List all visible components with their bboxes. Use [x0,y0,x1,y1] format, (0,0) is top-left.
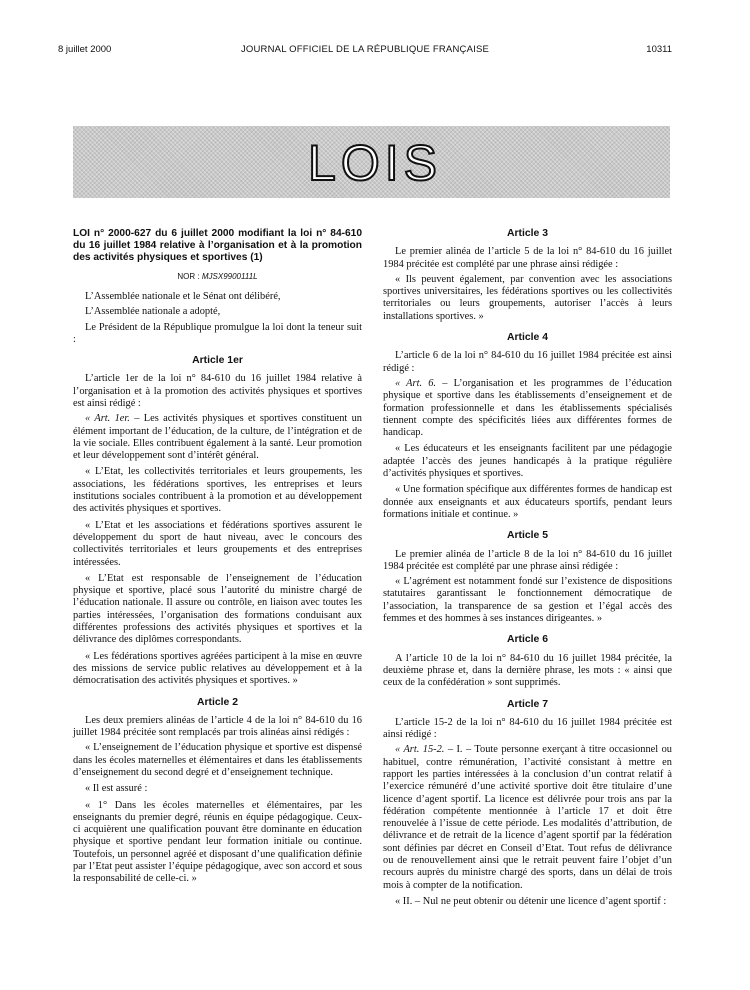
article-1-quote-5: « Les fédérations sportives agréées participent à la mise en œuvre des missions de service public relatives au développement et à la démocratisation des activités physiques et sportives. » [73,650,362,687]
article-2-heading: Article 2 [196,696,238,708]
article-1-quote-2: « L’Etat, les collectivités territoriales et leurs groupements, les associations, les fédérations sportives, les entreprises et leurs institutions sociales contribuent à la promotion et au développement des activités physiques et sportives. [73,466,362,515]
article-4-quote-1: « Art. 6. – L’organisation et les programmes de l’éducation physique et sportive dans les établissements d’enseignement et de formation professionnelle et dans les établissements spécialisés tiennent compte des spécificités liées aux différentes formes de handicap. [383,377,672,439]
article-2-quote-3: « 1° Dans les écoles maternelles et élémentaires, par les enseignants du premier degré, réunis en équipe pédagogique. Ceux-ci acquièrent une qualification pouvant être dominante en éducation physique et sportive pendant leur formation initiale ou continue. Toutefois, un personnel agréé et disposant d’une qualification définie par l’Etat peut assister l’équipe pédagogique, avec son accord et sous la responsabilité de celle-ci. » [73,799,362,885]
section-title: LOIS [308,135,442,191]
nor-reference [73,271,362,283]
law-title: LOI n° 2000-627 du 6 juillet 2000 modifiant la loi n° 84-610 du 16 juillet 1984 relative à l’organisation et à la promotion des activités physiques et sportives (1) [73,228,362,264]
article-1-quote-1: « Art. 1er. – Les activités physiques et sportives constituent un élément important de l’éducation, de la culture, de l’intégration et de la vie sociale. Elles contribuent également à la santé. Leur promotion et leur développement sont d’intérêt général. [73,413,363,462]
article-3-quote-1: « Ils peuvent également, par convention avec les associations sportives universitaires, les fédérations sportives ou les collectivités territoriales ou leurs groupements, autoriser l’accès à leurs installations sportives. » [383,273,672,322]
article-4-heading: Article 4 [506,332,548,344]
article-6-intro: A l’article 10 de la loi n° 84-610 du 16 juillet 1984 précitée, la deuxième phrase et, dans la dernière phrase, les mots : « ainsi que ceux de la confédération » sont supprimés. [383,652,672,689]
article-7-quote-2: « II. – Nul ne peut obtenir ou détenir une licence d’agent sportif : [395,895,667,907]
article-1-quote-4: « L’Etat est responsable de l’enseignement de l’éducation physique et sportive, placé sous l’autorité du ministre chargé de l’éducation nationale. Il assure ou contrôle, en liaison avec toutes les parties intéressées, l’organisation des formations conduisant aux différentes professions des activités physiques et sportives et la délivrance des diplômes correspondants. [73,572,362,646]
article-7-intro: L’article 15-2 de la loi n° 84-610 du 16 juillet 1984 précitée est ainsi rédigé : [383,716,672,741]
article-3-heading: Article 3 [506,228,548,239]
article-1-ref: « Art. 1er. [85,413,130,425]
article-4-ref: « Art. 6. [395,377,437,389]
page-header [58,44,672,58]
header-date: 8 juillet 2000 [58,44,112,55]
article-6-heading: Article 6 [506,634,548,646]
article-5-intro: Le premier alinéa de l’article 8 de la loi n° 84-610 du 16 juillet 1984 précitée est complété par une phrase ainsi rédigée : [383,548,672,572]
nor-code: MJSX9900111L [201,271,258,281]
article-5-heading: Article 5 [506,530,548,542]
left-column [73,228,362,890]
journal-title: JOURNAL OFFICIEL DE LA RÉPUBLIQUE FRANÇAISE [240,44,490,55]
article-7-heading: Article 7 [506,698,548,710]
article-2-intro: Les deux premiers alinéas de l’article 4 de la loi n° 84-610 du 16 juillet 1984 précitée sont remplacés par trois alinéas ainsi rédigés : [73,714,362,739]
article-2-quote-2: « Il est assuré : [85,783,148,795]
article-2-quote-1: « L’enseignement de l’éducation physique et sportive est dispensé dans les écoles maternelles et élémentaires et dans les établissements d’enseignement du second degré et d’enseignement technique. [73,742,362,778]
article-1-intro: L’article 1er de la loi n° 84-610 du 16 juillet 1984 relative à l’organisation et à la promotion des activités physiques et sportives est ainsi rédigé : [73,373,362,409]
article-5-quote-1: « L’agrément est notamment fondé sur l’existence de dispositions statutaires garantissant le fonctionnement démocratique de l’association, la transparence de sa gestion et l’égal accès des femmes et des hommes à ses instances dirigeantes. » [383,576,672,625]
article-7-ref: « Art. 15-2. [395,744,445,756]
article-4-quote-2: « Les éducateurs et les enseignants facilitent par une pédagogie adaptée l’accès des jeunes handicapés à la pratique régulière d’activités physiques et sportives. [383,443,672,480]
right-column [383,228,672,912]
article-4-quote-3: « Une formation spécifique aux différentes formes de handicap est donnée aux enseignants et aux éducateurs sportifs, pendant leurs formations initiale et continue. » [383,484,672,520]
article-3-intro: Le premier alinéa de l’article 5 de la loi n° 84-610 du 16 juillet 1984 précitée est complété par une phrase ainsi rédigée : [383,246,672,270]
article-1-quote-3: « L’Etat et les associations et fédérations sportives assurent le développement du sport de haut niveau, avec le concours des collectivités territoriales et leurs groupements et des entreprises intéressées. [73,519,362,568]
page-number: 10311 [646,44,672,55]
paragraph-adopte: L’Assemblée nationale a adopté, [85,306,221,318]
article-4-intro: L’article 6 de la loi n° 84-610 du 16 juillet 1984 précitée est ainsi rédigé : [383,350,672,374]
paragraph-president: Le Président de la République promulgue la loi dont la teneur suit : [73,321,362,345]
article-1-heading: Article 1er [192,355,243,367]
article-7-quote-1: « Art. 15-2. – I. – Toute personne exerçant à titre occasionnel ou habituel, contre rémunération, l’activité consistant à mettre en rapport les parties intéressées à la conclusion d’un contrat relatif à l’exercice rémunéré d’une activité sportive doit être titulaire d’une licence d’agent sportif. La licence est délivrée pour trois ans par la fédération compétente mentionnée à l’article 17 et doit être renouvelée à l’issue de cette période. Les modalités d’attribution, de délivrance et de retrait de la licence d’agent sportif par la fédération sont définies par décret en Conseil d’Etat. Tout refus de délivrance ou de renouvellement ainsi que le retrait peuvent faire l’objet d’un recours auprès du ministre chargé des sports, dans un délai de trois mois à compter de la notification. [383,744,672,891]
paragraph-assemblee: L’Assemblée nationale et le Sénat ont délibéré, [85,290,281,302]
nor-label: NOR : [177,271,200,281]
